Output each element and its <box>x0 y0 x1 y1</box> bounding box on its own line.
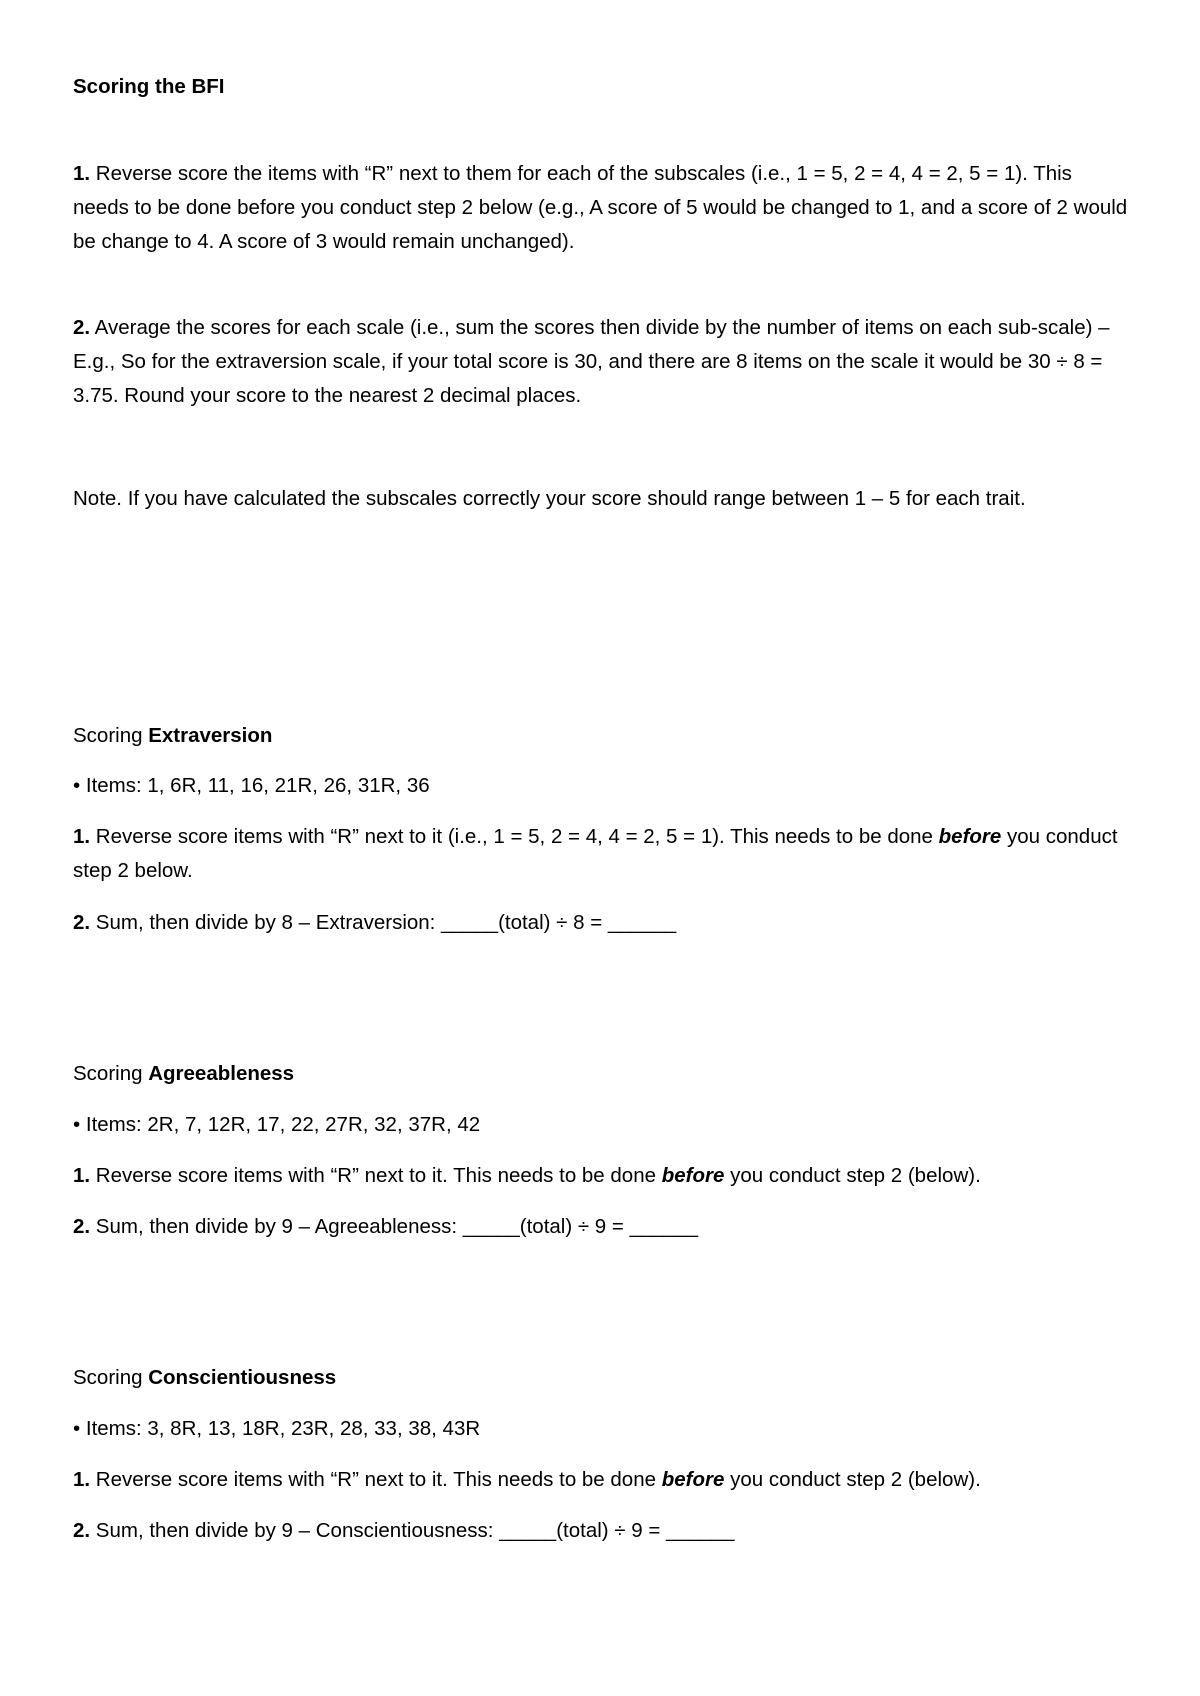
extraversion-step-2 <box>73 906 1123 940</box>
step-number: 1. <box>73 825 91 848</box>
heading-prefix: Scoring <box>73 724 149 747</box>
emphasis-text: before <box>938 825 1002 848</box>
intro-step-1 <box>73 157 1133 259</box>
step-text: Average the scores for each scale (i.e., sum the scores then divide by the number of items on each sub-scale) – E.g., So for the extraversion scale, if your total score is 30, and there are 8 items on the scale it would be 30 ÷ 8 = 3.75. Round your score to the nearest 2 decimal places. <box>73 316 1110 407</box>
intro-step-2 <box>73 311 1133 413</box>
step-number: 1. <box>73 1468 91 1491</box>
items-list-agreeableness: • Items: 2R, 7, 12R, 17, 22, 27R, 32, 37R, 42 <box>73 1113 481 1136</box>
trait-name: Agreeableness <box>148 1062 295 1085</box>
step-text: Reverse score the items with “R” next to them for each of the subscales (i.e., 1 = 5, 2 = 4, 4 = 2, 5 = 1). This needs to be done before you conduct step 2 below (e.g., A score of 5 would be changed to 1, and a score of 2 would be change to 4. A score of 3 would remain unchanged). <box>73 162 1128 253</box>
extraversion-step-1 <box>73 820 1133 888</box>
step-text-end: you conduct step 2 (below). <box>724 1468 981 1491</box>
page-title: Scoring the BFI <box>73 75 225 98</box>
step-number: 2. <box>73 316 91 339</box>
step-text: Reverse score items with “R” next to it. This needs to be done <box>90 1164 662 1187</box>
emphasis-text: before <box>661 1468 725 1491</box>
step-number: 1. <box>73 1164 91 1187</box>
agreeableness-step-2 <box>73 1210 1123 1244</box>
step-text-end: you conduct step 2 (below). <box>724 1164 981 1187</box>
step-text: Reverse score items with “R” next to it (i.e., 1 = 5, 2 = 4, 4 = 2, 5 = 1). This needs to be done <box>90 825 939 848</box>
step-number: 2. <box>73 911 91 934</box>
trait-name: Extraversion <box>148 724 273 747</box>
items-list-extraversion: • Items: 1, 6R, 11, 16, 21R, 26, 31R, 36 <box>73 774 430 797</box>
agreeableness-step-1 <box>73 1159 1133 1193</box>
heading-prefix: Scoring <box>73 1366 149 1389</box>
heading-prefix: Scoring <box>73 1062 149 1085</box>
conscientiousness-step-1 <box>73 1463 1133 1497</box>
section-heading-agreeableness <box>73 1057 1123 1091</box>
step-text: Sum, then divide by 8 – Extraversion: _____(total) ÷ 8 = ______ <box>90 911 677 934</box>
conscientiousness-step-2 <box>73 1514 1123 1548</box>
note-paragraph: Note. If you have calculated the subscales correctly your score should range between 1 – 5 for each trait. <box>73 487 1026 510</box>
step-number: 1. <box>73 162 91 185</box>
step-number: 2. <box>73 1215 91 1238</box>
step-text-end: you conduct step 2 below. <box>73 825 1118 882</box>
emphasis-text: before <box>661 1164 725 1187</box>
step-number: 2. <box>73 1519 91 1542</box>
section-heading-extraversion <box>73 719 1123 753</box>
step-text: Sum, then divide by 9 – Agreeableness: _____(total) ÷ 9 = ______ <box>90 1215 698 1238</box>
trait-name: Conscientiousness <box>148 1366 337 1389</box>
step-text: Sum, then divide by 9 – Conscientiousness: _____(total) ÷ 9 = ______ <box>90 1519 735 1542</box>
section-heading-conscientiousness <box>73 1361 1123 1395</box>
items-list-conscientiousness: • Items: 3, 8R, 13, 18R, 23R, 28, 33, 38, 43R <box>73 1417 481 1440</box>
step-text: Reverse score items with “R” next to it. This needs to be done <box>90 1468 662 1491</box>
